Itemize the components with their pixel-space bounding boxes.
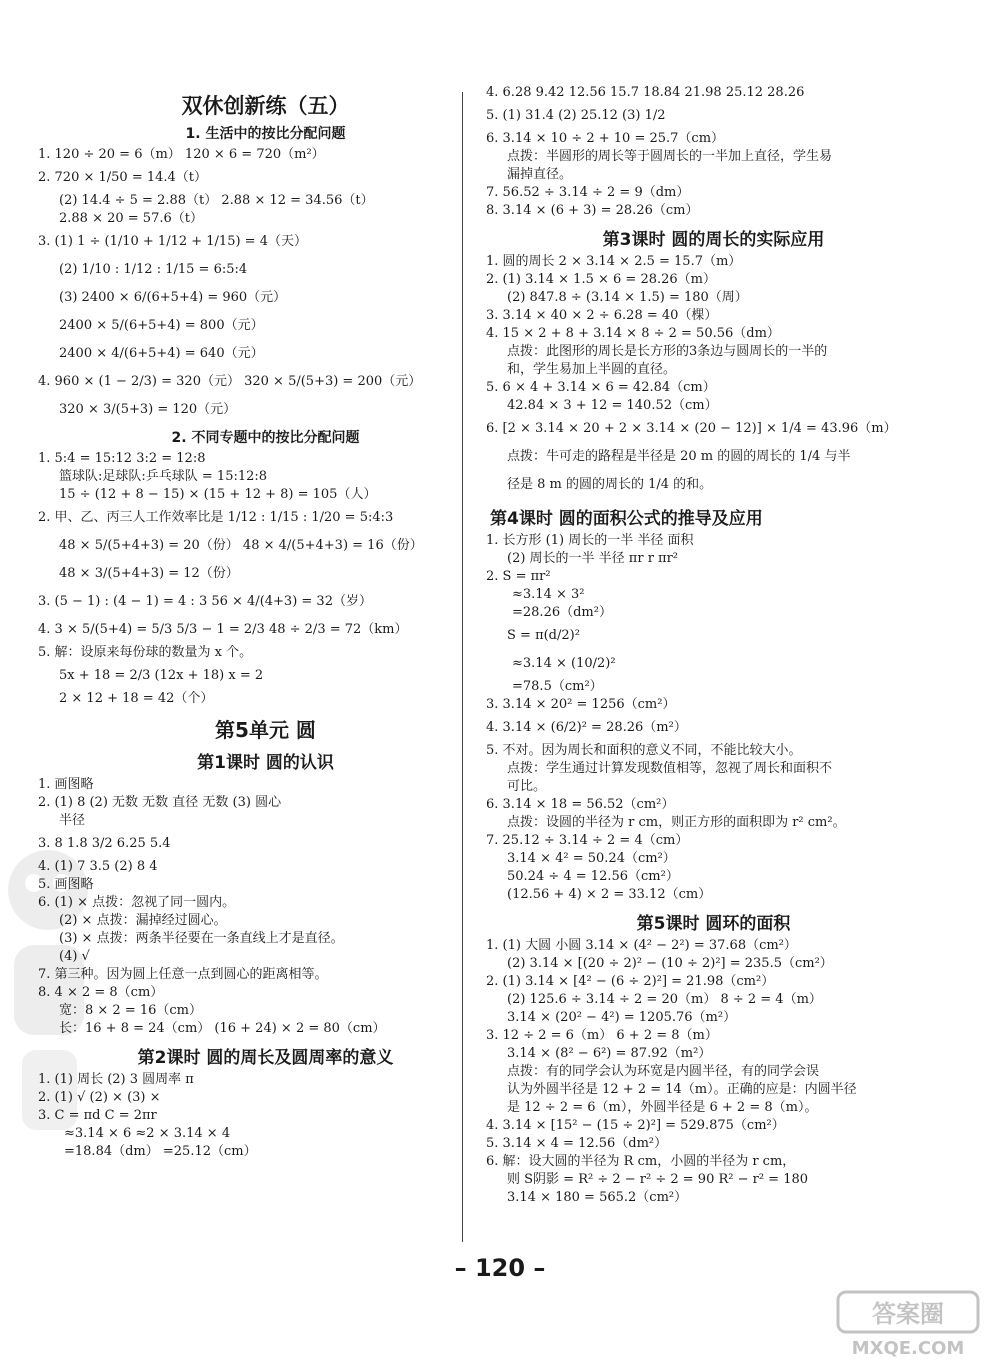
answer-line: 3.14 × (20² − 4²) = 1205.76（m²） [507, 1010, 737, 1025]
answer-line: 2400 × 4/(6+5+4) = 640（元） [59, 346, 264, 361]
answer-line: 则 S阴影 = R² ÷ 2 − r² ÷ 2 = 90 R² − r² = 180 [507, 1172, 809, 1187]
answer-line: 径是 8 m 的圆的周长的 1/4 的和。 [507, 477, 713, 492]
answer-line: 半径 [59, 813, 86, 828]
answer-line: 漏掉直径。 [507, 167, 573, 182]
answer-line: 是 12 ÷ 2 = 6（m），外圆半径是 6 + 2 = 8（m）。 [507, 1100, 818, 1115]
answer-line: 7. 56.52 ÷ 3.14 ÷ 2 = 9（dm） [486, 185, 690, 200]
answer-line: (4) √ [59, 949, 90, 964]
answer-line: (2) 周长的一半 半径 πr r πr² [507, 551, 679, 566]
answer-line: 3. (1) 1 ÷ (1/10 + 1/12 + 1/15) = 4（天） [38, 234, 307, 249]
answer-line: 2 × 12 + 18 = 42（个） [59, 691, 214, 706]
answer-line: 3. 12 ÷ 2 = 6（m） 6 + 2 = 8（m） [486, 1028, 718, 1043]
answer-line: 5. 6 × 4 + 3.14 × 6 = 42.84（cm） [486, 380, 716, 395]
answer-line: 5x + 18 = 2/3 (12x + 18) x = 2 [59, 668, 264, 683]
lesson-title: 第5课时 圆环的面积 [636, 914, 791, 934]
unit-title: 第5单元 圆 [215, 718, 316, 742]
answer-line: ≈3.14 × 6 ≈2 × 3.14 × 4 [64, 1126, 231, 1141]
tip-line: 点拨：有的同学会认为环宽是内圆半径，有的同学会误 [507, 1064, 820, 1079]
answer-line: 3. C = πd C = 2πr [38, 1108, 157, 1123]
answer-line: 6. 3.14 × 18 = 56.52（cm²） [486, 797, 675, 812]
answer-line: ≈3.14 × (10/2)² [512, 656, 616, 671]
answer-line: (2) 847.8 ÷ (3.14 × 1.5) = 180（周） [507, 290, 748, 305]
answer-line: (2) 125.6 ÷ 3.14 ÷ 2 = 20（m） 8 ÷ 2 = 4（m） [507, 992, 822, 1007]
answer-line: 50.24 ÷ 4 = 12.56（cm²） [507, 869, 679, 884]
answer-line: 3. 3.14 × 20² = 1256（cm²） [486, 697, 676, 712]
watermark-text: MXQE.COM [851, 1338, 965, 1359]
answer-line: 1. (1) 大圆 小圆 3.14 × (4² − 2²) = 37.68（cm²） [486, 938, 797, 953]
answer-line: 和，学生易加上半圆的直径。 [507, 362, 677, 377]
answer-line: (12.56 + 4) × 2 = 33.12（cm） [507, 887, 712, 902]
answer-line: 1. 长方形 (1) 周长的一半 半径 面积 [486, 533, 694, 548]
answer-line: 2. (1) 8 (2) 无数 无数 直径 无数 (3) 圆心 [38, 795, 282, 810]
watermark-logo [828, 1290, 988, 1360]
answer-line: (2) 3.14 × [(20 ÷ 2)² − (10 ÷ 2)²] = 235.5（cm²） [507, 956, 833, 971]
answer-line: 4. 6.28 9.42 12.56 15.7 18.84 21.98 25.12 28.26 [486, 85, 805, 100]
answer-line: 6. [2 × 3.14 × 20 + 2 × 3.14 × (20 − 12)] × 1/4 = 43.96（m） [486, 421, 897, 436]
answer-line: ≈3.14 × 3² [512, 587, 585, 602]
answer-line: (3) × 点拨：两条半径要在一条直线上才是直径。 [59, 931, 344, 946]
answer-line: 6. 3.14 × 10 ÷ 2 + 10 = 25.7（cm） [486, 131, 725, 146]
answer-line: 4. 3 × 5/(5+4) = 5/3 5/3 − 1 = 2/3 48 ÷ 2/3 = 72（km） [38, 622, 408, 637]
answer-line: 1. 5:4 = 15:12 3:2 = 12:8 [38, 451, 206, 466]
answer-line: 1. 圆的周长 2 × 3.14 × 2.5 = 15.7（m） [486, 254, 742, 269]
tip-line: 点拨：学生通过计算发现数值相等，忽视了周长和面积不 [507, 761, 833, 776]
answer-line: 48 × 3/(5+4+3) = 12（份） [59, 566, 239, 581]
lesson-title: 第4课时 圆的面积公式的推导及应用 [490, 509, 763, 529]
answer-line: 3. (5 − 1) : (4 − 1) = 4 : 3 56 × 4/(4+3) = 32（岁） [38, 594, 372, 609]
answer-line: 认为外圆半径是 12 + 2 = 14（m）。正确的应是：内圆半径 [507, 1082, 857, 1097]
subsection-title: 2. 不同专题中的按比分配问题 [171, 430, 360, 446]
answer-line: 4. (1) 7 3.5 (2) 8 4 [38, 859, 158, 874]
answer-line: 15 ÷ (12 + 8 − 15) × (15 + 12 + 8) = 105（人） [59, 487, 377, 502]
answer-line: (3) 2400 × 6/(6+5+4) = 960（元） [59, 290, 287, 305]
answer-line: 2. (1) 3.14 × [4² − (6 ÷ 2)²] = 21.98（cm²） [486, 974, 775, 989]
answer-line: 4. 15 × 2 + 8 + 3.14 × 8 ÷ 2 = 50.56（dm） [486, 326, 780, 341]
answer-line: 2. (1) √ (2) × (3) × [38, 1090, 161, 1105]
answer-line: 5. 3.14 × 4 = 12.56（dm²） [486, 1136, 668, 1151]
answer-line: =28.26（dm²） [512, 605, 612, 620]
answer-line: (2) 14.4 ÷ 5 = 2.88（t） 2.88 × 12 = 34.56（t） [59, 193, 374, 208]
answer-line: 6. 解：设大圆的半径为 R cm，小圆的半径为 r cm， [486, 1154, 796, 1169]
answer-line: 320 × 3/(5+3) = 120（元） [59, 402, 237, 417]
answer-line: 5. (1) 31.4 (2) 25.12 (3) 1/2 [486, 108, 666, 123]
answer-line: S = π(d/2)² [507, 628, 580, 643]
lesson-title: 第3课时 圆的周长的实际应用 [602, 230, 825, 250]
page-number: – 120 – [454, 1254, 546, 1282]
answer-line: 4. 960 × (1 − 2/3) = 320（元） 320 × 5/(5+3) = 200（元） [38, 374, 422, 389]
answer-line: 1. 画图略 [38, 777, 94, 792]
right-column [486, 84, 941, 1207]
lesson-title: 第2课时 圆的周长及圆周率的意义 [137, 1048, 394, 1068]
answer-line: 1. 120 ÷ 20 = 6（m） 120 × 6 = 720（m²） [38, 147, 325, 162]
tip-line: 点拨：此图形的周长是长方形的3条边与圆周长的一半的 [507, 344, 828, 359]
answer-line: 7. 25.12 ÷ 3.14 ÷ 2 = 4（cm） [486, 833, 689, 848]
answer-line: 2. 720 × 1/50 = 14.4（t） [38, 170, 208, 185]
answer-line: 4. 3.14 × [15² − (15 ÷ 2)²] = 529.875（cm²） [486, 1118, 785, 1133]
answer-line: 2.88 × 20 = 57.6（t） [59, 211, 203, 226]
answer-line: 8. 4 × 2 = 8（cm） [38, 985, 164, 1000]
answer-line: 3.14 × 4² = 50.24（cm²） [507, 851, 676, 866]
answer-line: 3.14 × 180 = 565.2（cm²） [507, 1190, 688, 1205]
answer-line: 5. 不对。因为周长和面积的意义不同，不能比较大小。 [486, 743, 802, 758]
tip-line: 点拨：设圆的半径为 r cm，则正方形的面积即为 r² cm²。 [507, 815, 846, 830]
answer-line: 4. 3.14 × (6/2)² = 28.26（m²） [486, 720, 687, 735]
answer-line: 5. 解：设原来每份球的数量为 x 个。 [38, 645, 253, 660]
answer-line: =78.5（cm²） [512, 679, 603, 694]
lesson-title: 第1课时 圆的认识 [197, 753, 334, 773]
answer-line: 2400 × 5/(6+5+4) = 800（元） [59, 318, 264, 333]
answer-line: 5. 画图略 [38, 877, 94, 892]
answer-line: 48 × 5/(5+4+3) = 20（份） 48 × 4/(5+4+3) = 16（份） [59, 538, 423, 553]
answer-line: (2) × 点拨：漏掉经过圆心。 [59, 913, 227, 928]
answer-line: 7. 第三种。因为圆上任意一点到圆心的距离相等。 [38, 967, 328, 982]
tip-line: 点拨：牛可走的路程是半径是 20 m 的圆的周长的 1/4 与半 [507, 449, 851, 464]
answer-line: 长：16 + 8 = 24（cm） (16 + 24) × 2 = 80（cm） [59, 1021, 386, 1036]
answer-line: 2. 甲、乙、丙三人工作效率比是 1/12 : 1/15 : 1/20 = 5:4:3 [38, 510, 394, 525]
answer-line: 3. 8 1.8 3/2 6.25 5.4 [38, 836, 171, 851]
answer-line: 宽：8 × 2 = 16（cm） [59, 1003, 203, 1018]
answer-line: 8. 3.14 × (6 + 3) = 28.26（cm） [486, 203, 699, 218]
watermark-logo-text: 答案圈 [872, 1300, 944, 1328]
answer-line: 篮球队:足球队:乒乓球队 = 15:12:8 [59, 469, 268, 484]
answer-line: =18.84（dm） =25.12（cm） [64, 1144, 257, 1159]
answer-line: 3. 3.14 × 40 × 2 ÷ 6.28 = 40（棵） [486, 308, 718, 323]
section-title: 双休创新练（五） [181, 94, 350, 118]
tip-line: 点拨：半圆形的周长等于圆周长的一半加上直径，学生易 [507, 149, 833, 164]
subsection-title: 1. 生活中的按比分配问题 [185, 126, 346, 142]
answer-line: 42.84 × 3 + 12 = 140.52（cm） [507, 398, 718, 413]
answer-line: 2. S = πr² [486, 569, 551, 584]
answer-line: 3.14 × (8² − 6²) = 87.92（m²） [507, 1046, 712, 1061]
left-column [38, 84, 493, 1161]
answer-line: (2) 1/10 : 1/12 : 1/15 = 6:5:4 [59, 262, 248, 277]
answer-line: 1. (1) 周长 (2) 3 圆周率 π [38, 1072, 194, 1087]
answer-line: 2. (1) 3.14 × 1.5 × 6 = 28.26（m） [486, 272, 716, 287]
answer-line: 可比。 [507, 779, 547, 794]
answer-line: 6. (1) × 点拨：忽视了同一圆内。 [38, 895, 236, 910]
